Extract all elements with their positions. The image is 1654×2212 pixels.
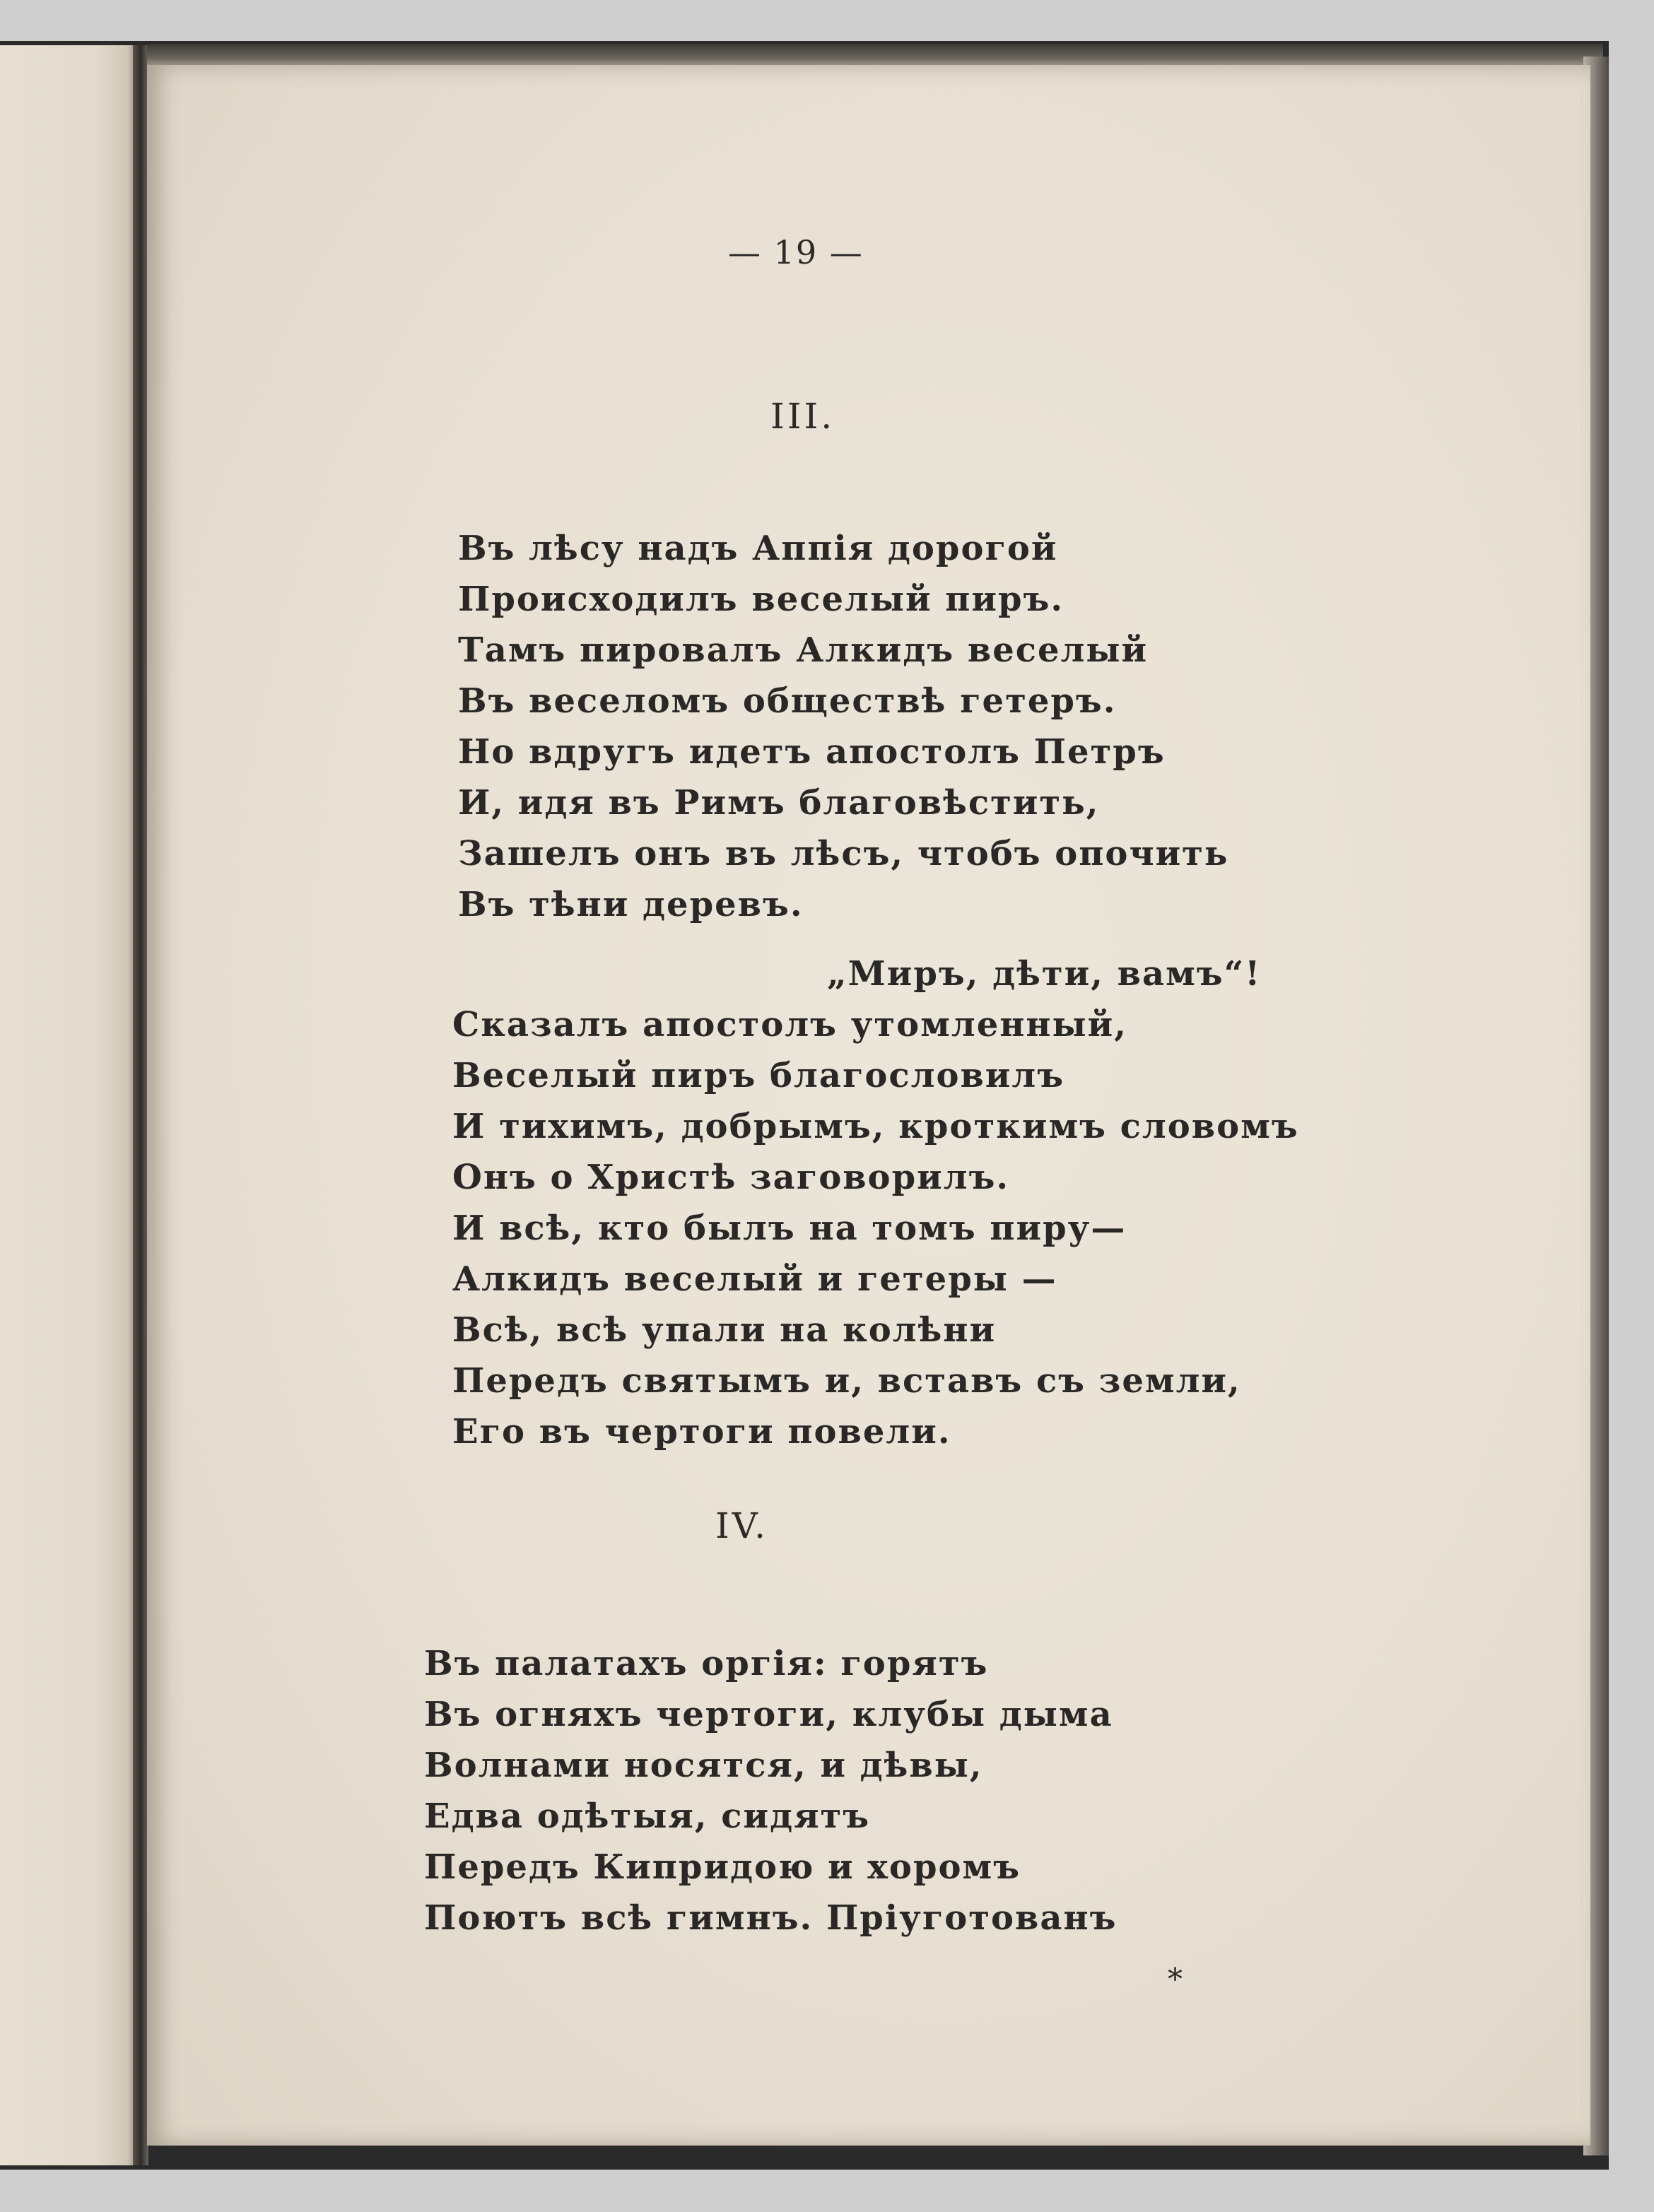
verse-line: Онъ о Христѣ заговорилъ. (452, 1158, 1010, 1197)
verse-line: Волнами носятся, и дѣвы, (424, 1746, 983, 1785)
verse-line: Всѣ, всѣ упали на колѣни (452, 1310, 997, 1350)
verse-line: „Миръ, дѣти, вамъ“! (827, 954, 1262, 994)
verse-line: Въ веселомъ обществѣ гетеръ. (458, 681, 1117, 721)
verse-line: И всѣ, кто былъ на томъ пиру— (452, 1208, 1127, 1248)
verse-line: И тихимъ, добрымъ, кроткимъ словомъ (452, 1107, 1299, 1146)
verse-line: Въ палатахъ оргія: горятъ (424, 1644, 989, 1683)
page-number: — 19 — (728, 233, 864, 271)
verse-line: Въ тѣни деревъ. (458, 885, 804, 924)
stanza-iv-1 (424, 1638, 1117, 1943)
section-heading-iii: III. (770, 396, 835, 437)
verse-line: Въ лѣсу надъ Аппія дорогой (458, 529, 1058, 568)
verse-line: Тамъ пировалъ Алкидъ веселый (458, 630, 1149, 670)
verse-line: Алкидъ веселый и гетеры — (452, 1259, 1057, 1299)
verse-line: Передъ святымъ и, вставъ съ земли, (452, 1361, 1241, 1401)
verse-line: Передъ Кипридою и хоромъ (424, 1847, 1021, 1887)
verse-line: Въ огняхъ чертоги, клубы дыма (424, 1695, 1113, 1734)
page-end-asterisk: * (1168, 1962, 1183, 1996)
section-heading-iv: IV. (715, 1505, 769, 1546)
book-spine (133, 45, 148, 2165)
verse-line: Веселый пиръ благословилъ (452, 1056, 1065, 1095)
stanza-iii-1 (458, 523, 1229, 930)
verse-line: Но вдругъ идетъ апостолъ Петръ (458, 732, 1166, 772)
stanza-iii-2 (452, 948, 1299, 1457)
verse-line: И, идя въ Римъ благовѣстить, (458, 783, 1100, 823)
page-top-edge (147, 44, 1603, 68)
verse-line: Зашелъ онъ въ лѣсъ, чтобъ опочить (458, 834, 1229, 873)
verse-line: Его въ чертоги повели. (452, 1412, 951, 1452)
left-page-edge (0, 45, 139, 2165)
verse-line: Едва одѣтыя, сидятъ (424, 1796, 871, 1836)
verse-line: Сказалъ апостолъ утомленный, (452, 1005, 1127, 1045)
verse-line: Происходилъ веселый пиръ. (458, 580, 1064, 619)
verse-line: Поютъ всѣ гимнъ. Пріуготованъ (424, 1898, 1118, 1938)
